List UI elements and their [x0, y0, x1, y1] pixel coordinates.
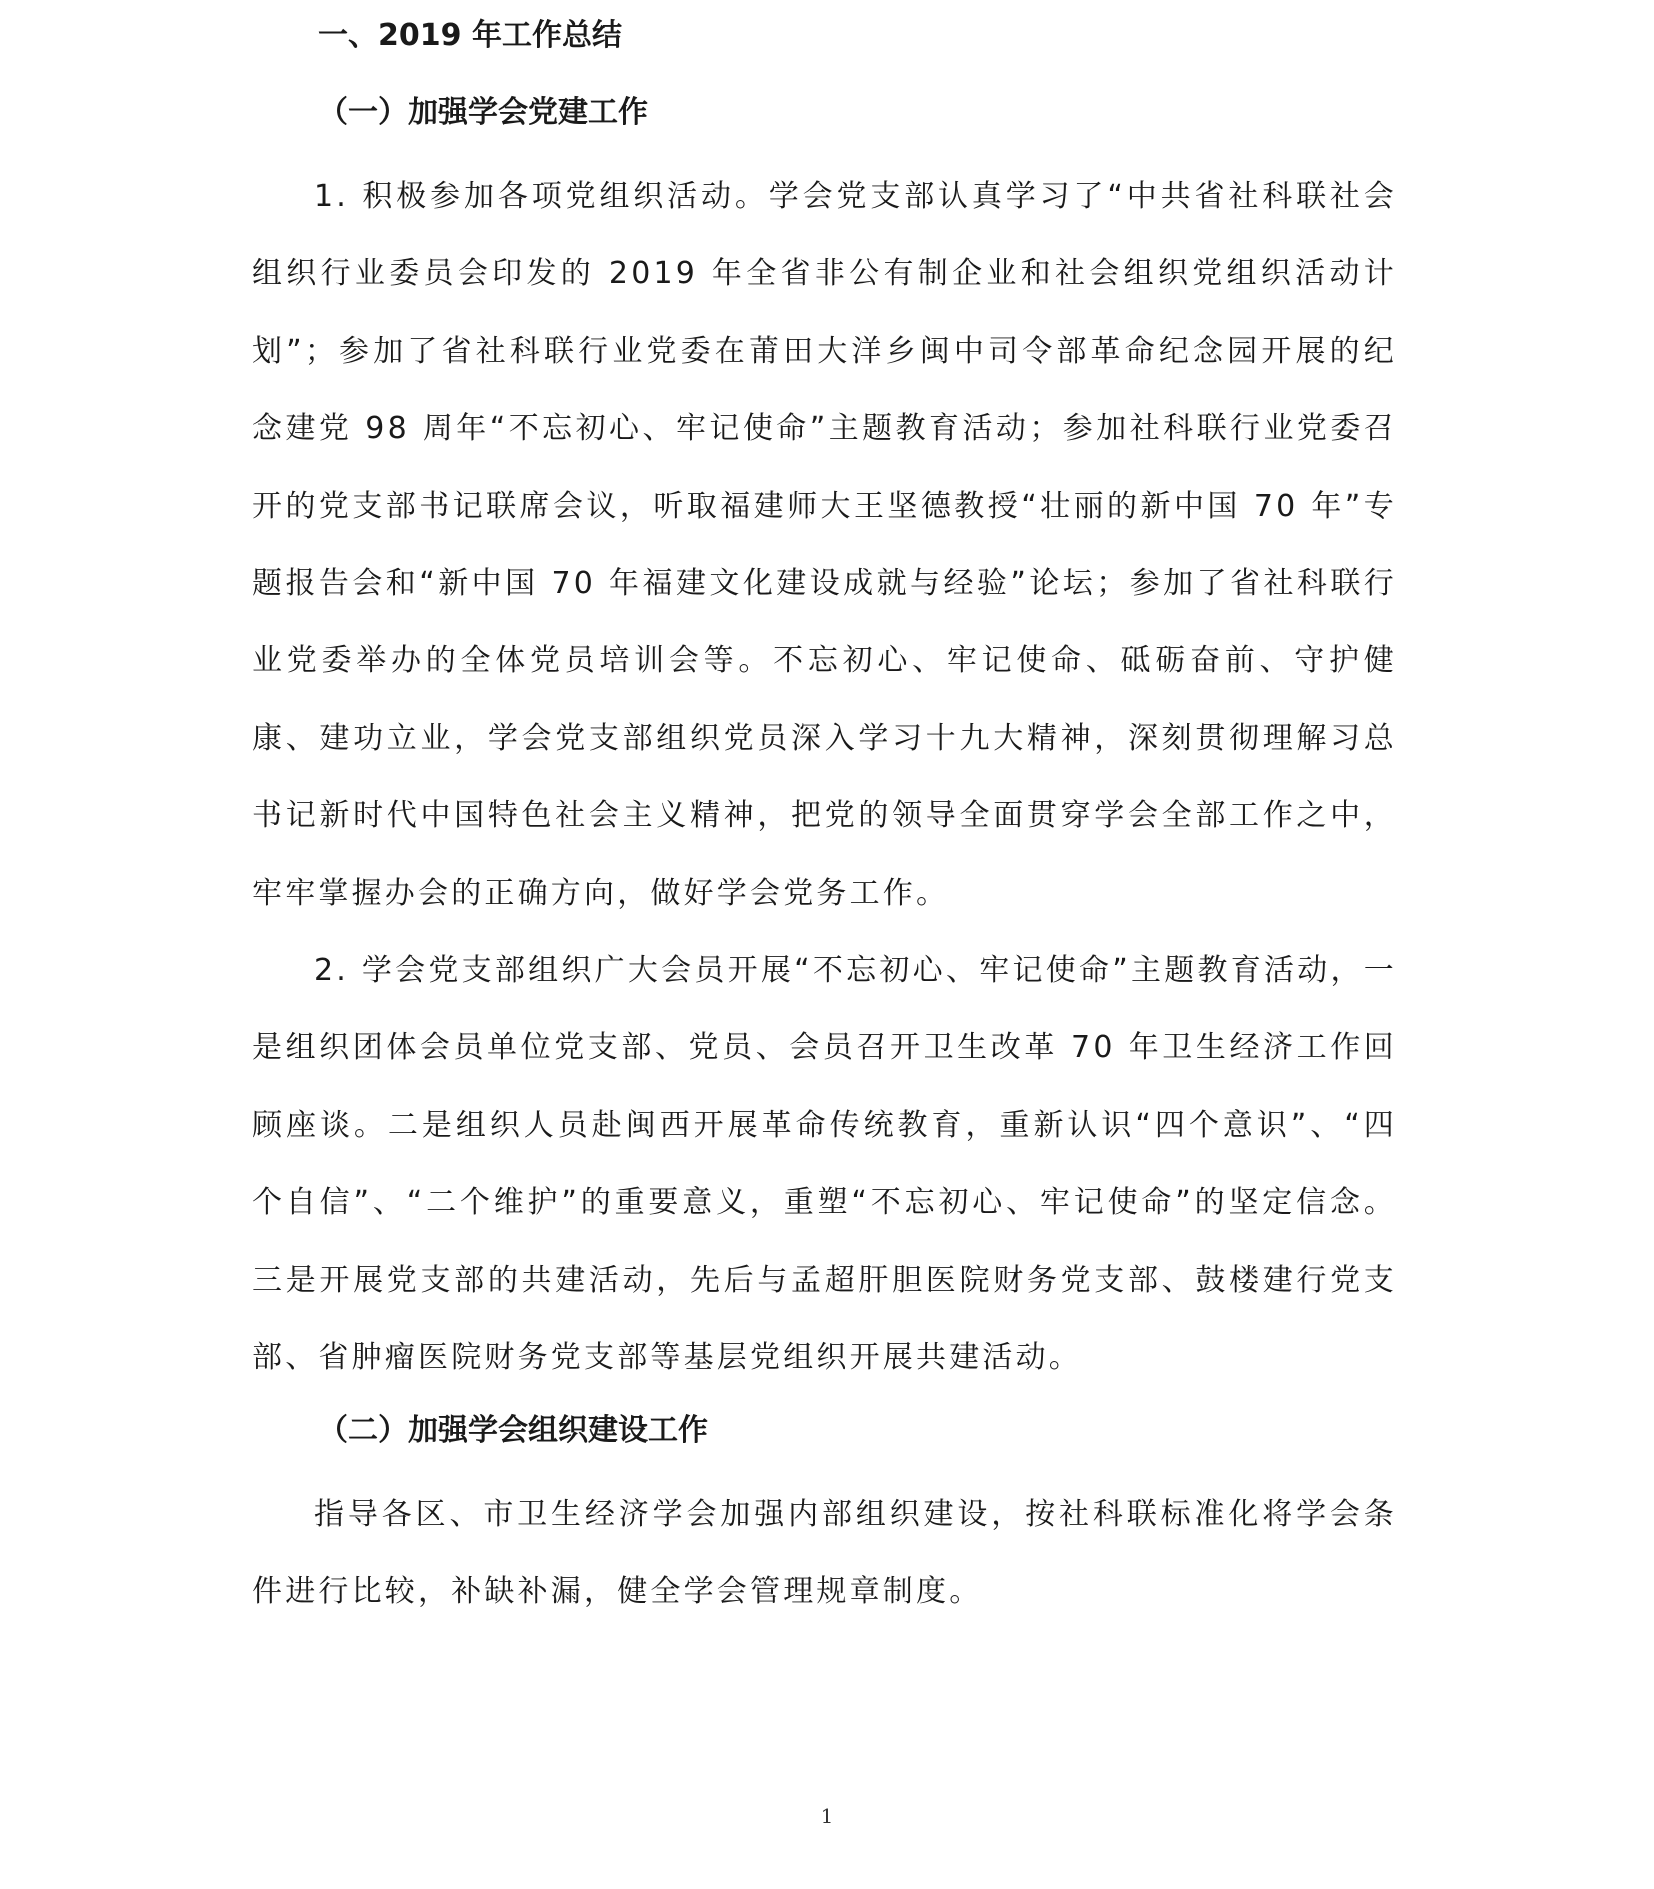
paragraph-party-activities: 1. 积极参加各项党组织活动。学会党支部认真学习了“中共省社科联社会组织行业委员会印发的 2019 年全省非公有制企业和社会组织党组织活动计划”；参加了省社科联行业党委在莆田大洋乡闽中司令部革命纪念园开展的纪念建党 98 周年“不忘初心、牢记使命”主题教育活动；参加社科联行业党委召开的党支部书记联席会议，听取福建师大王坚德教授“壮丽的新中国 70 年”专题报告会和“新中国 70 年福建文化建设成就与经验”论坛；参加了省社科联行业党委举办的全体党员培训会等。不忘初心、牢记使命、砥砺奋前、守护健康、建功立业，学会党支部组织党员深入学习十九大精神，深刻贯彻理解习总书记新时代中国特色社会主义精神，把党的领导全面贯穿学会全部工作之中，牢牢掌握办会的正确方向，做好学会党务工作。: [252, 179, 1397, 911]
section-title: 一、2019 年工作总结: [318, 18, 622, 53]
paragraph-organization-building: 指导各区、市卫生经济学会加强内部组织建设，按社科联标准化将学会条件进行比较，补缺补漏，健全学会管理规章制度。: [252, 1497, 1397, 1610]
page-number: 1: [820, 1804, 834, 1828]
subsection-title-party-building: （一）加强学会党建工作: [318, 95, 648, 130]
paragraph-theme-education: 2. 学会党支部组织广大会员开展“不忘初心、牢记使命”主题教育活动，一是组织团体会员单位党支部、党员、会员召开卫生改革 70 年卫生经济工作回顾座谈。二是组织人员赴闽西开展革命传统教育，重新认识“四个意识”、“四个自信”、“二个维护”的重要意义，重塑“不忘初心、牢记使命”的坚定信念。三是开展党支部的共建活动，先后与孟超肝胆医院财务党支部、鼓楼建行党支部、省肿瘤医院财务党支部等基层党组织开展共建活动。: [252, 953, 1397, 1376]
subsection-title-organization-building: （二）加强学会组织建设工作: [318, 1413, 708, 1448]
